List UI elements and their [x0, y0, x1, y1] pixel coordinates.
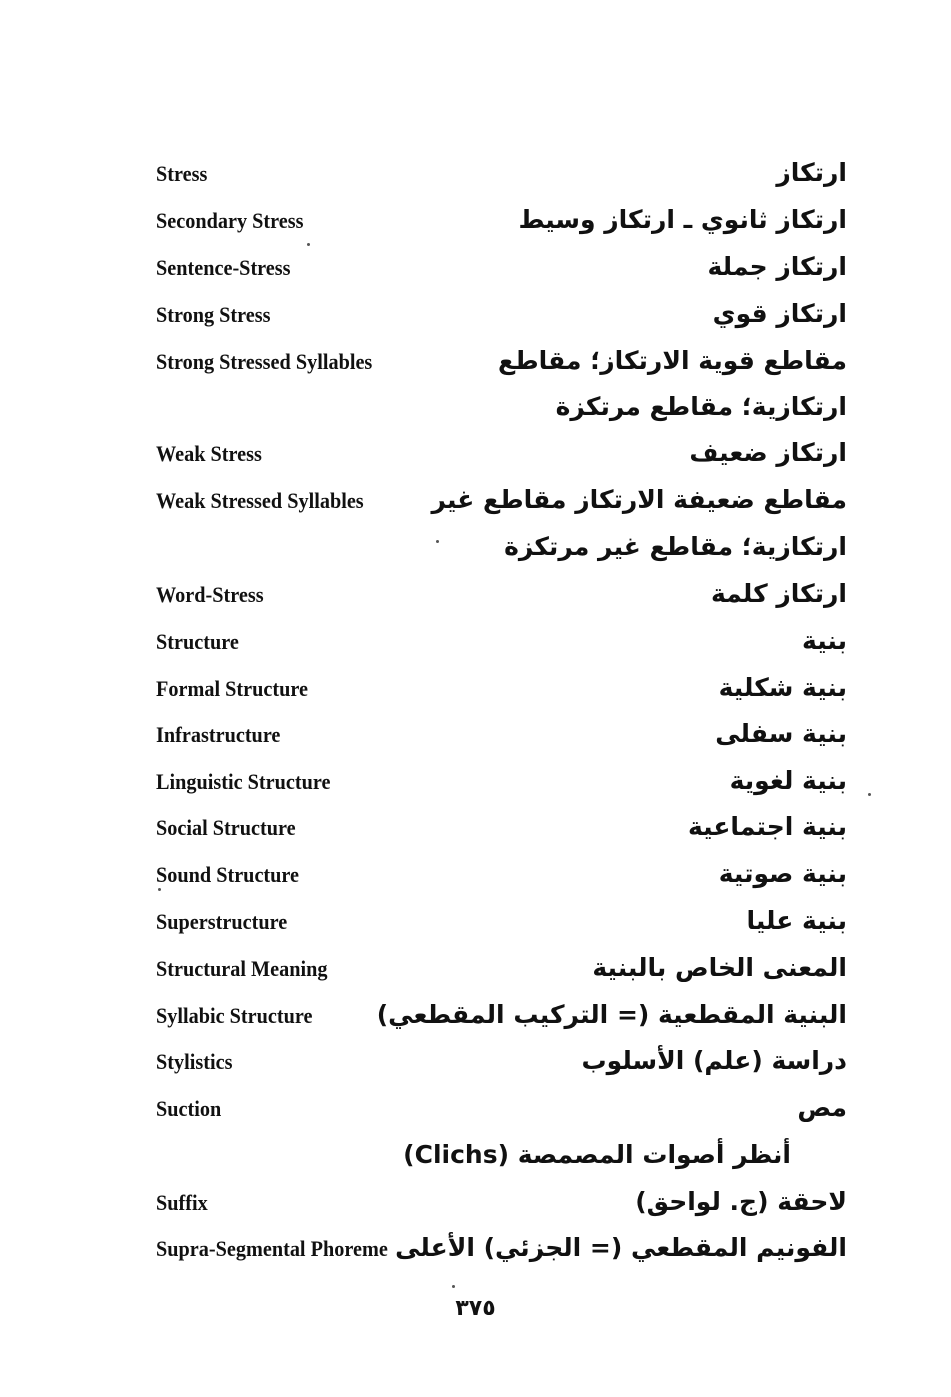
arabic-term: ارتكاز ثانوي ـ ارتكاز وسيط: [518, 205, 847, 234]
arabic-term: مقاطع قوية الارتكاز؛ مقاطع: [498, 346, 847, 375]
english-term: Strong Stressed Syllables: [156, 349, 373, 374]
english-term: Strong Stress: [156, 302, 271, 327]
entry-row: [0, 580, 951, 626]
arabic-term: ارتكاز جملة: [707, 252, 847, 281]
arabic-term: الفونيم المقطعي (= الجزئي) الأعلى: [395, 1233, 847, 1262]
entry-row: [0, 767, 951, 813]
english-term: Social Structure: [156, 815, 296, 840]
english-term: Secondary Stress: [156, 208, 304, 233]
entry-row: [0, 954, 951, 1000]
english-term: Formal Structure: [156, 676, 308, 701]
arabic-term: مص: [797, 1093, 847, 1122]
english-term: Stress: [156, 161, 208, 186]
arabic-term: بنية صوتية: [718, 859, 847, 888]
entry-continuation-row: [0, 533, 951, 579]
english-term: Suffix: [156, 1190, 208, 1215]
arabic-term: بنية عليا: [746, 906, 847, 935]
arabic-term: بنية شكلية: [718, 673, 847, 702]
arabic-term: بنية سفلى: [715, 719, 847, 748]
english-term: Structure: [156, 629, 239, 654]
entry-row: [0, 674, 951, 720]
entry-row: [0, 486, 951, 532]
english-term: Sound Structure: [156, 862, 300, 887]
arabic-term: بنية لغوية: [729, 766, 847, 795]
entry-row: [0, 1188, 951, 1234]
arabic-term: ارتكاز قوي: [712, 299, 847, 328]
scan-speck: [868, 793, 871, 796]
english-term: Syllabic Structure: [156, 1003, 313, 1028]
arabic-term: أنظر أصوات المصمصة (Clichs): [403, 1140, 791, 1169]
english-term: Weak Stress: [156, 441, 262, 466]
entry-row: [0, 720, 951, 766]
entry-row: [0, 1001, 951, 1047]
english-term: Infrastructure: [156, 722, 281, 747]
scan-speck: [452, 1285, 455, 1288]
english-term: Linguistic Structure: [156, 769, 331, 794]
arabic-term: بنية اجتماعية: [687, 812, 847, 841]
arabic-term: دراسة (علم) الأسلوب: [581, 1046, 847, 1075]
arabic-term: لاحقة (ج. لواحق): [635, 1187, 847, 1216]
scan-speck: [307, 243, 310, 246]
page-number: ٣٧٥: [455, 1296, 496, 1321]
english-term: Weak Stressed Syllables: [156, 488, 364, 513]
arabic-term: بنية: [802, 626, 847, 655]
entry-row: [0, 1234, 951, 1280]
entry-row: [0, 813, 951, 859]
entry-continuation-row: [0, 393, 951, 439]
entry-continuation-row: [0, 1141, 951, 1187]
arabic-term: ارتكاز ضعيف: [689, 438, 847, 467]
entry-row: [0, 253, 951, 299]
entry-row: [0, 907, 951, 953]
english-term: Sentence-Stress: [156, 255, 291, 280]
entry-row: [0, 300, 951, 346]
english-term: Stylistics: [156, 1049, 233, 1074]
english-term: Word-Stress: [156, 582, 264, 607]
arabic-term: البنية المقطعية (= التركيب المقطعي): [376, 1000, 847, 1029]
english-term: Supra-Segmental Phoreme: [156, 1236, 388, 1261]
entry-row: [0, 159, 951, 205]
entry-row: [0, 347, 951, 393]
entry-row: [0, 627, 951, 673]
arabic-term: ارتكازية؛ مقاطع مرتكزة: [555, 392, 847, 421]
entry-row: [0, 860, 951, 906]
arabic-term: المعنى الخاص بالبنية: [592, 953, 847, 982]
arabic-term: ارتكاز: [776, 158, 847, 187]
scan-speck: [436, 540, 439, 543]
entry-row: [0, 439, 951, 485]
arabic-term: ارتكاز كلمة: [710, 579, 847, 608]
english-term: Superstructure: [156, 909, 288, 934]
english-term: Suction: [156, 1096, 222, 1121]
arabic-term: ارتكازية؛ مقاطع غير مرتكزة: [504, 532, 847, 561]
english-term: Structural Meaning: [156, 956, 328, 981]
scan-speck: [158, 888, 161, 891]
arabic-term: مقاطع ضعيفة الارتكاز مقاطع غير: [431, 485, 847, 514]
entry-row: [0, 206, 951, 252]
entry-row: [0, 1094, 951, 1140]
entry-row: [0, 1047, 951, 1093]
